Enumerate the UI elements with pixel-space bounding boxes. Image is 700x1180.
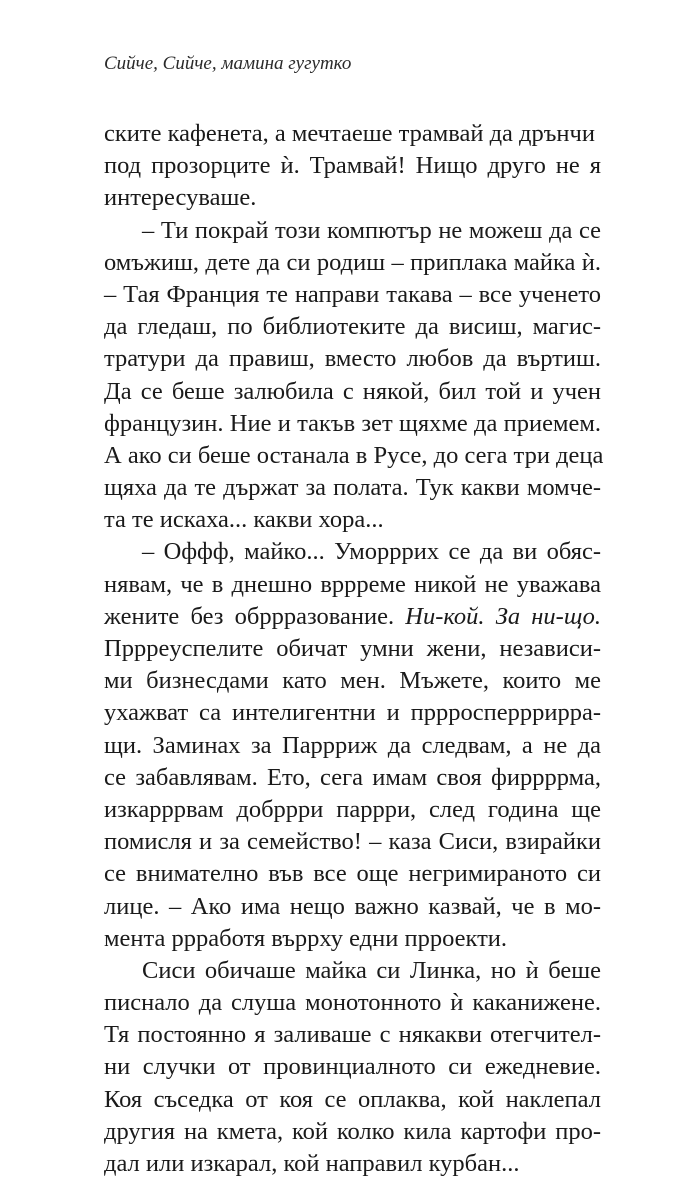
text-line: – Тая Франция те направи такава – все ученето <box>104 280 601 308</box>
text-line: щяха да те държат за полата. Тук какви момче- <box>104 474 601 502</box>
text-line: ми бизнесдами като мен. Мъжете, които ме <box>104 667 601 695</box>
text-line: под прозорците ѝ. Трамвай! Нищо друго не я <box>104 152 601 180</box>
text-line: Да се беше залюбила с някой, бил той и учен <box>104 377 601 405</box>
text-line: французин. Ние и такъв зет щяхме да приемем. <box>104 409 601 437</box>
text-line: се внимателно във все още негримираното си <box>104 860 601 888</box>
text-run: жените без обрррaзование. <box>104 602 406 630</box>
text-line-mixed <box>104 601 601 633</box>
text-line: тратури да правиш, вместо любов да въртиш. <box>104 345 601 373</box>
text-line: щи. Заминах за Паррриж да следвам, а не да <box>104 731 601 759</box>
running-header: Сийче, Сийче, мамина гугутко <box>104 53 352 74</box>
text-line: та те искаха... какви хора... <box>104 506 384 534</box>
text-line: Сиси обичаше майка си Линка, но ѝ беше <box>142 956 601 984</box>
text-line: Прррeуспелите обичат умни жени, независи- <box>104 635 601 662</box>
text-line: ските кафенета, а мечтаеше трамвай да дрънчи <box>104 120 595 147</box>
text-line: се забавлявам. Ето, сега имам своя фиррррма, <box>104 763 601 791</box>
body-text <box>104 118 604 1180</box>
text-line: мента ррработя въррху едни прроекти. <box>104 924 508 952</box>
text-line: дал или изкарал, кой направил курбан... <box>104 1150 520 1177</box>
text-line: Тя постоянно я заливаше с някакви отегчител- <box>104 1021 601 1049</box>
text-line: другия на кмета, кой колко кила картофи про- <box>104 1117 601 1145</box>
text-line: интересуваше. <box>104 184 257 212</box>
text-line: ухажват са интелигентни и прррoсперрриррa- <box>104 699 601 727</box>
text-line: омъжиш, дете да си родиш – приплака майка ѝ. <box>104 248 601 276</box>
text-line: – Ти покрай този компютър не можеш да се <box>142 216 601 244</box>
text-line: – Оффф, майко... Уморррих се да ви обяс- <box>142 538 601 566</box>
text-line: А ако си беше останала в Русе, до сега три деца <box>104 441 604 469</box>
text-line: Коя съседка от коя се оплаква, кой наклепал <box>104 1085 601 1113</box>
text-line: лице. – Ако има нещо важно казвай, че в мо- <box>104 892 601 920</box>
text-line: изкарррвам добррри паррри, след година ще <box>104 795 601 823</box>
text-line: нявам, че в днешно врррeме никой не уважава <box>104 570 601 598</box>
text-line: ни случки от провинциалното си ежедневие. <box>104 1053 601 1081</box>
text-line: помисля и за семейство! – каза Сиси, взирайки <box>104 828 601 856</box>
text-line: писнало да слуша монотонното ѝ каканижене. <box>104 989 601 1017</box>
italic-emphasis: Ни-кой. За ни-що. <box>405 602 601 630</box>
text-line: да гледаш, по библиотеките да висиш, магис- <box>104 313 601 341</box>
